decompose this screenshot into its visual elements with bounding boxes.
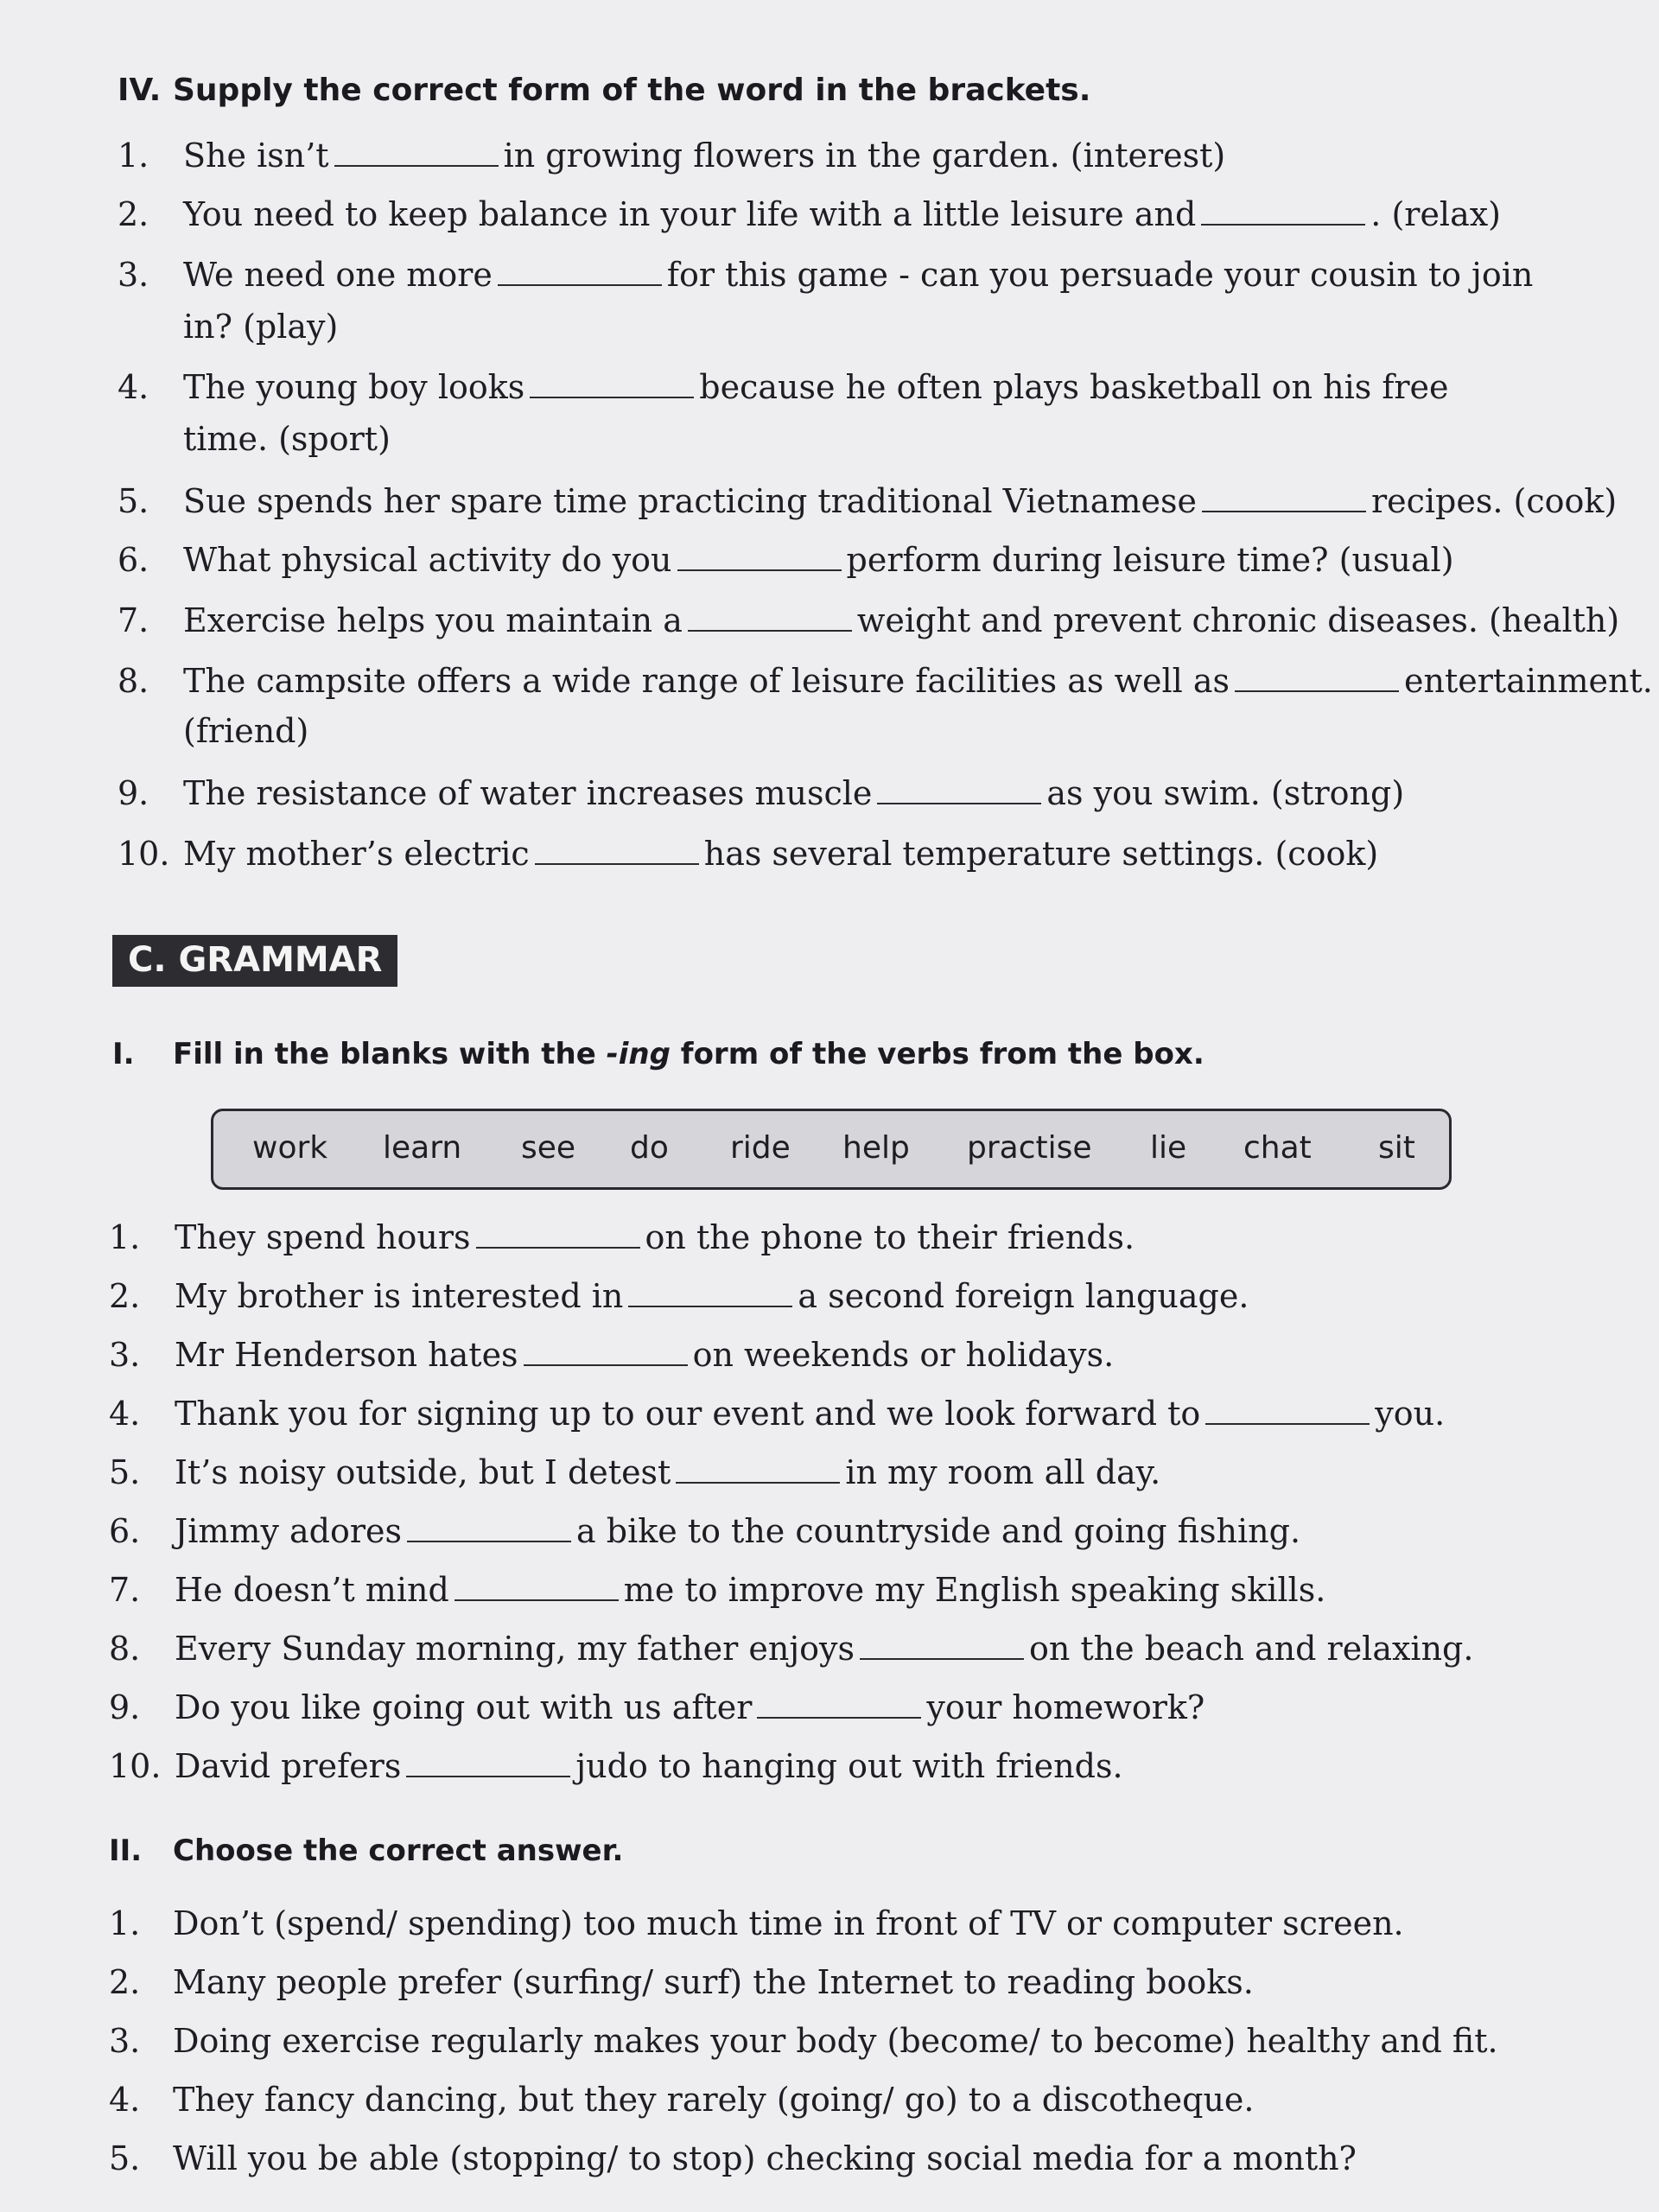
item-text: a second foreign language. [798, 1277, 1249, 1315]
answer-blank[interactable] [454, 1572, 619, 1601]
answer-blank[interactable] [628, 1278, 792, 1307]
item-number: 1. [109, 1904, 141, 1942]
item-text: because he often plays basketball on his free [699, 368, 1449, 406]
item-text: The young boy looks [183, 368, 525, 406]
item-number: 5. [109, 2139, 141, 2177]
answer-blank[interactable] [860, 1630, 1024, 1660]
item-text: She isn’t [183, 137, 329, 175]
answer-blank[interactable] [1201, 196, 1365, 226]
box-word: see [521, 1130, 576, 1166]
answer-blank[interactable] [1202, 483, 1366, 512]
answer-blank[interactable] [677, 542, 842, 571]
item-number: 2. [109, 1277, 141, 1315]
item-text: My mother’s electric [183, 835, 530, 873]
section-number: I. [112, 1037, 135, 1071]
item-text: your homework? [926, 1688, 1205, 1726]
item-text: My brother is interested in [175, 1277, 624, 1315]
item-text: We need one more [183, 256, 493, 294]
answer-blank[interactable] [334, 137, 499, 167]
item-text: Sue spends her spare time practicing traditional Vietnamese [183, 482, 1197, 520]
item-number: 9. [118, 774, 149, 812]
box-word: chat [1243, 1130, 1312, 1166]
item-text: Will you be able (stopping/ to stop) checking social media for a month? [173, 2139, 1357, 2177]
item-text: on the beach and relaxing. [1028, 1630, 1474, 1668]
item-text: They spend hours [175, 1218, 471, 1256]
answer-blank[interactable] [406, 1748, 570, 1777]
section-i-heading [112, 1037, 1205, 1071]
box-word: learn [383, 1130, 462, 1166]
item-text: in my room all day. [845, 1453, 1161, 1491]
item-number: 4. [118, 368, 149, 406]
item-number: 2. [118, 195, 149, 233]
item-text: David prefers [175, 1747, 402, 1785]
item-number: 4. [109, 1395, 141, 1433]
item-text: Do you like going out with us after [175, 1688, 753, 1726]
item-text: for this game - can you persuade your cousin to join [666, 256, 1534, 294]
item-text-continued: (friend) [183, 712, 309, 750]
answer-blank[interactable] [757, 1689, 921, 1719]
answer-blank[interactable] [498, 257, 662, 286]
answer-blank[interactable] [407, 1513, 571, 1542]
item-number: 1. [118, 137, 149, 175]
section-title: Fill in the blanks with the [173, 1037, 607, 1071]
item-text: on weekends or holidays. [692, 1336, 1115, 1374]
section-iv-heading [118, 73, 1090, 108]
item-text: Jimmy adores [175, 1512, 403, 1550]
item-number: 2. [109, 1963, 141, 2001]
item-text: . (relax) [1370, 195, 1501, 233]
item-number: 3. [118, 256, 149, 294]
section-title: Supply the correct form of the word in the brackets. [173, 73, 1091, 108]
section-number: IV. [118, 73, 162, 108]
section-number: II. [109, 1834, 143, 1868]
word-box [211, 1109, 1452, 1190]
item-number: 10. [118, 835, 170, 873]
item-text: Don’t (spend/ spending) too much time in front of TV or computer screen. [173, 1904, 1404, 1942]
answer-blank[interactable] [1235, 663, 1399, 692]
box-word: practise [967, 1130, 1092, 1166]
item-text: weight and prevent chronic diseases. (health) [856, 601, 1620, 639]
item-text: judo to hanging out with friends. [575, 1747, 1123, 1785]
box-word: sit [1378, 1130, 1415, 1166]
item-text: on the phone to their friends. [645, 1218, 1135, 1256]
item-number: 1. [109, 1218, 141, 1256]
item-text: as you swim. (strong) [1046, 774, 1405, 812]
item-text: You need to keep balance in your life with a little leisure and [183, 195, 1197, 233]
item-text-continued: time. (sport) [183, 420, 391, 458]
item-number: 8. [118, 662, 149, 700]
answer-blank[interactable] [530, 369, 694, 398]
section-title: Choose the correct answer. [173, 1834, 624, 1868]
answer-blank[interactable] [1205, 1395, 1370, 1425]
item-text-continued: in? (play) [183, 308, 339, 346]
box-word: lie [1150, 1130, 1187, 1166]
box-word: help [842, 1130, 910, 1166]
item-text: in growing flowers in the garden. (interest) [503, 137, 1226, 175]
item-text: They fancy dancing, but they rarely (going/ go) to a discotheque. [173, 2081, 1255, 2119]
item-text: Mr Henderson hates [175, 1336, 518, 1374]
item-number: 5. [118, 482, 149, 520]
item-number: 6. [118, 541, 149, 579]
answer-blank[interactable] [476, 1219, 640, 1249]
item-text: Doing exercise regularly makes your body (become/ to become) healthy and fit. [173, 2022, 1498, 2060]
section-title-emphasis: -ing [606, 1037, 671, 1071]
section-c-label: C. GRAMMAR [112, 935, 397, 987]
item-text: The campsite offers a wide range of leisure facilities as well as [183, 662, 1230, 700]
answer-blank[interactable] [688, 602, 852, 632]
box-word: work [252, 1130, 328, 1166]
item-text: recipes. (cook) [1370, 482, 1618, 520]
item-text: perform during leisure time? (usual) [846, 541, 1454, 579]
item-number: 5. [109, 1453, 141, 1491]
answer-blank[interactable] [877, 775, 1041, 804]
item-text: The resistance of water increases muscle [183, 774, 873, 812]
item-number: 7. [109, 1571, 141, 1609]
section-title: form of the verbs from the box. [670, 1037, 1205, 1071]
item-text: Many people prefer (surfing/ surf) the Internet to reading books. [173, 1963, 1254, 2001]
item-text: It’s noisy outside, but I detest [175, 1453, 671, 1491]
item-number: 3. [109, 2022, 141, 2060]
item-text: Exercise helps you maintain a [183, 601, 683, 639]
item-number: 4. [109, 2081, 141, 2119]
item-text: me to improve my English speaking skills. [623, 1571, 1326, 1609]
item-number: 6. [109, 1512, 141, 1550]
item-text: entertainment. [1404, 662, 1653, 700]
item-text: has several temperature settings. (cook) [703, 835, 1379, 873]
answer-blank[interactable] [524, 1337, 688, 1366]
item-text: you. [1375, 1395, 1446, 1433]
item-number: 3. [109, 1336, 141, 1374]
box-word: do [630, 1130, 669, 1166]
item-number: 7. [118, 601, 149, 639]
item-text: What physical activity do you [183, 541, 672, 579]
answer-blank[interactable] [535, 836, 699, 865]
answer-blank[interactable] [676, 1454, 840, 1484]
item-number: 8. [109, 1630, 141, 1668]
item-text: Every Sunday morning, my father enjoys [175, 1630, 855, 1668]
item-number: 10. [109, 1747, 162, 1785]
item-text: He doesn’t mind [175, 1571, 449, 1609]
item-number: 9. [109, 1688, 141, 1726]
section-ii-heading [109, 1834, 623, 1868]
item-text: a bike to the countryside and going fishing. [576, 1512, 1301, 1550]
box-word: ride [730, 1130, 791, 1166]
item-text: Thank you for signing up to our event and we look forward to [175, 1395, 1201, 1433]
